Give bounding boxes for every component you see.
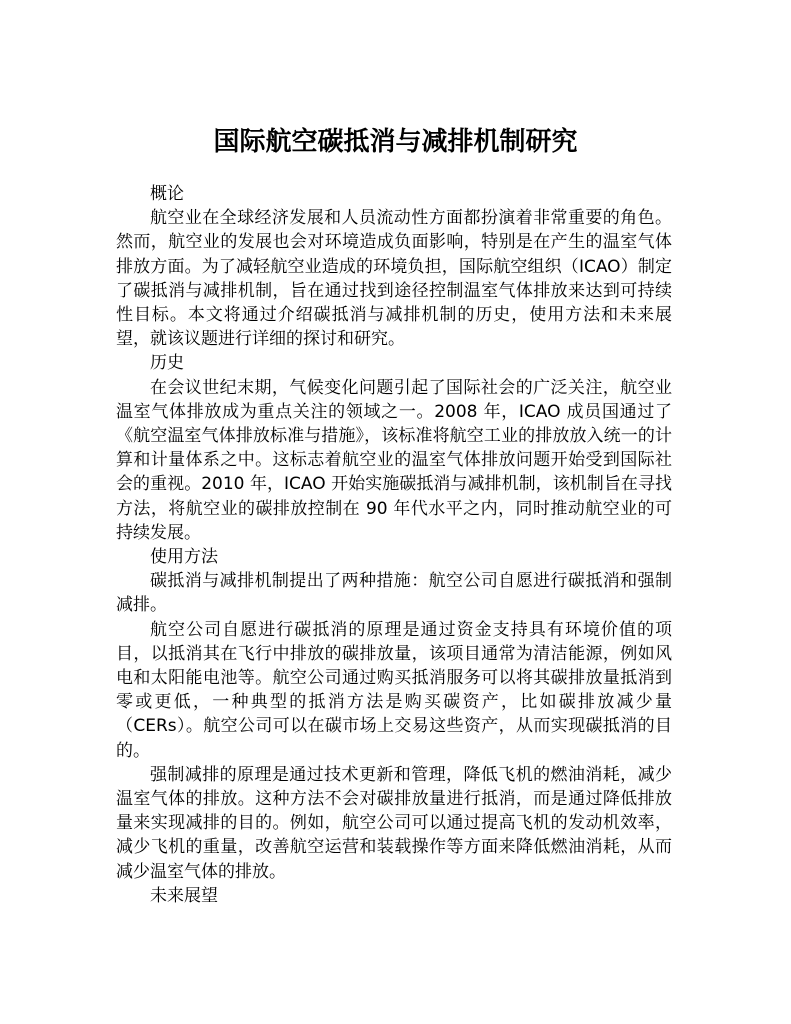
overview-paragraph: 航空业在全球经济发展和人员流动性方面都扮演着非常重要的角色。然而，航空业的发展也会对环境造成负面影响，特别是在产生的温室气体排放方面。为了减轻航空业造成的环境负担，国际航空组织（ICAO）制定了碳抵消与减排机制，旨在通过找到途径控制温室气体排放来达到可持续性目标。本文将通过介绍碳抵消与减排机制的历史，使用方法和未来展望，就该议题进行详细的探讨和研究。 [116,208,672,350]
usage-paragraph-voluntary-offset: 航空公司自愿进行碳抵消的原理是通过资金支持具有环境价值的项目，以抵消其在飞行中排放的碳排放量，该项目通常为清洁能源，例如风电和太阳能电池等。航空公司通过购买抵消服务可以将其碳排放量抵消到零或更低，一种典型的抵消方法是购买碳资产，比如碳排放减少量（CERs）。航空公司可以在碳市场上交易这些资产，从而实现碳抵消的目的。 [116,619,672,761]
section-heading-future: 未来展望 [150,885,218,906]
history-paragraph: 在会议世纪末期，气候变化问题引起了国际社会的广泛关注，航空业温室气体排放成为重点关注的领域之一。2008 年，ICAO 成员国通过了《航空温室气体排放标准与措施》，该标准将航空工业的排放放入统一的计算和计量体系之中。这标志着航空业的温室气体排放问题开始受到国际社会的重视。2010 年，ICAO 开始实施碳抵消与减排机制，该机制旨在寻找方法，将航空业的碳排放控制在 90 年代水平之内，同时推动航空业的可持续发展。 [116,377,672,543]
section-heading-history: 历史 [150,353,184,374]
usage-paragraph-measures: 碳抵消与减排机制提出了两种措施：航空公司自愿进行碳抵消和强制减排。 [116,571,672,616]
section-heading-overview: 概论 [150,184,184,204]
document-title: 国际航空碳抵消与减排机制研究 [213,127,578,157]
document-body [116,182,672,908]
usage-paragraph-mandatory-reduction: 强制减排的原理是通过技术更新和管理，降低飞机的燃油消耗，减少温室气体的排放。这种方法不会对碳排放量进行抵消，而是通过降低排放量来实现减排的目的。例如，航空公司可以通过提高飞机的发动机效率，减少飞机的重量，改善航空运营和装载操作等方面来降低燃油消耗，从而减少温室气体的排放。 [116,764,672,882]
section-heading-usage: 使用方法 [150,547,218,568]
